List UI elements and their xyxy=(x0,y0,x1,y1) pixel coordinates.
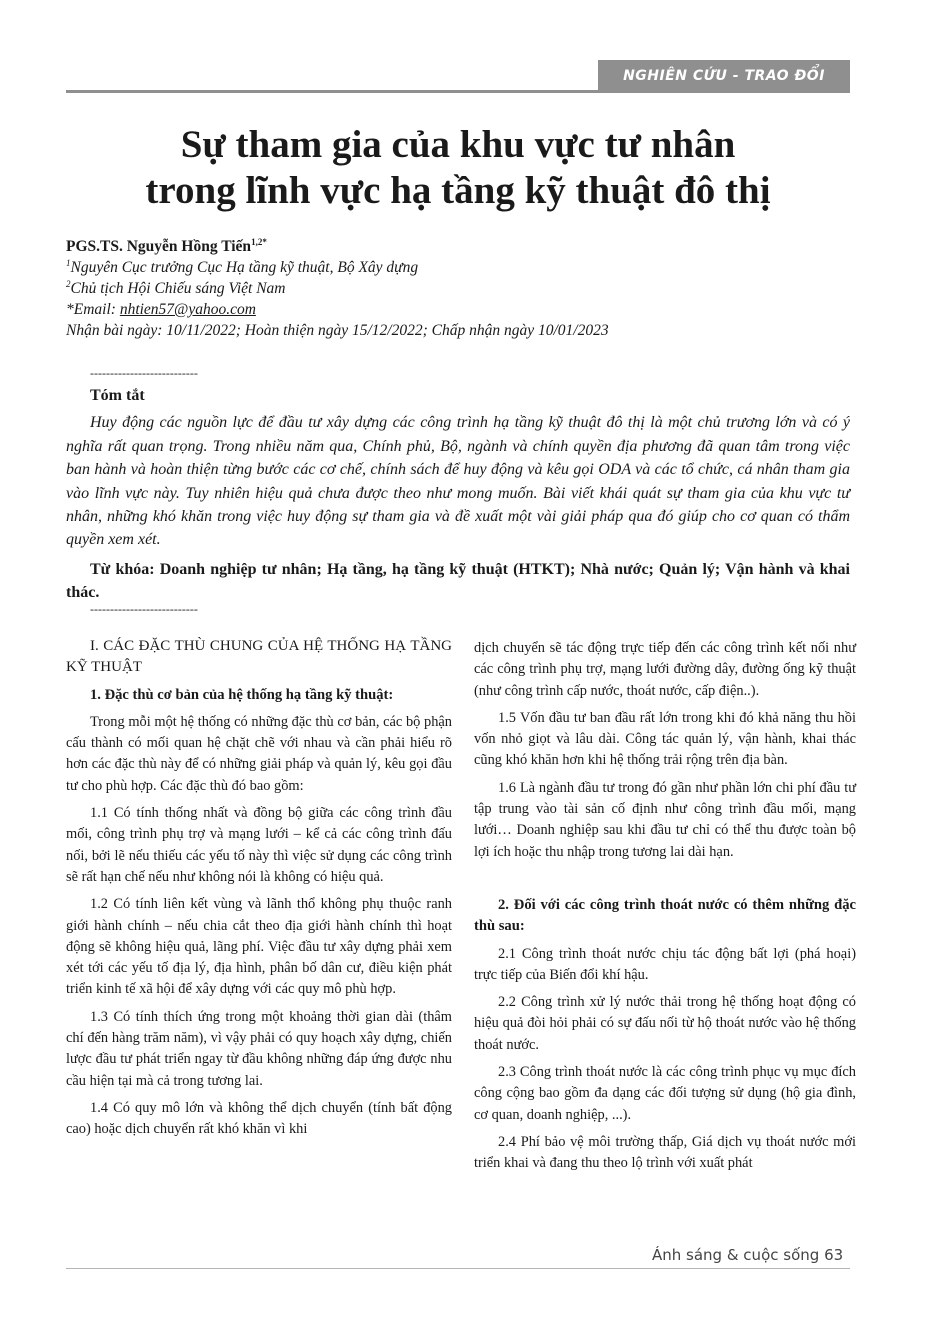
right-column xyxy=(474,638,856,1181)
title-line-1: Sự tham gia của khu vực tư nhân xyxy=(180,123,736,166)
header-rule xyxy=(66,90,850,93)
aff1-text: Nguyên Cục trưởng Cục Hạ tầng kỹ thuật, Bộ Xây dựng xyxy=(70,259,419,276)
footer-rule xyxy=(66,1268,850,1269)
paragraph: 1.4 Có quy mô lớn và không thể dịch chuyển (tính bất động cao) hoặc dịch chuyển rất khó khăn vì khi xyxy=(66,1099,452,1138)
author-line xyxy=(66,236,850,257)
aff1-sup: 1 xyxy=(66,257,71,268)
author-name: PGS.TS. Nguyễn Hồng Tiến xyxy=(66,238,252,255)
article-meta xyxy=(66,236,850,341)
page-footer xyxy=(652,1246,843,1264)
paragraph: 2.3 Công trình thoát nước là các công trình phục vụ mục đích công cộng bao gồm đa dạng các đối tượng sử dụng (hộ gia đình, cơ quan, doanh nghiệp, ...). xyxy=(474,1064,856,1123)
paragraph: 2.2 Công trình xử lý nước thải trong hệ thống hoạt động có hiệu quả đòi hỏi phải có sự đấu nối từ hộ thoát nước vào hệ thống thoát nước. xyxy=(474,994,856,1053)
paragraph: 1.5 Vốn đầu tư ban đầu rất lớn trong khi đó khả năng thu hồi vốn nhỏ giọt và lâu dài. Công tác quản lý, vận hành, khai thác cũng khó khăn hơn khi hệ thống trải rộng trên địa bàn. xyxy=(474,709,856,769)
spacer xyxy=(474,869,856,895)
paragraph: dịch chuyển sẽ tác động trực tiếp đến các công trình kết nối như các công trình phụ trợ, mạng lưới đường dây, đường ống kỹ thuật (như công trình cấp nước, thoát nước, cấp điện..). xyxy=(474,640,856,699)
affiliation-1 xyxy=(66,257,850,278)
paragraph: 1.1 Có tính thống nhất và đồng bộ giữa các công trình đầu mối, công trình phụ trợ và mạng lưới – kể cả các công trình đấu nối, bởi lẽ nếu thiếu các yếu tố này thì việc sử dụng các công trình sẽ rất hạn chế nếu như không nói là không có hiệu quả. xyxy=(66,805,452,885)
keywords: Từ khóa: Doanh nghiệp tư nhân; Hạ tầng, hạ tầng kỹ thuật (HTKT); Nhà nước; Quản lý; Vận hành và khai thác. xyxy=(66,560,850,602)
journal-name: Ánh sáng & cuộc sống xyxy=(652,1246,820,1264)
paragraph: 2.1 Công trình thoát nước chịu tác động bất lợi (phá hoại) trực tiếp của Biến đổi khí hậu. xyxy=(474,945,856,983)
email-link[interactable]: nhtien57@yahoo.com xyxy=(119,301,256,318)
email-label: *Email: xyxy=(66,301,120,318)
paragraph: 2.4 Phí bảo vệ môi trường thấp, Giá dịch vụ thoát nước mới triển khai và đang thu theo lộ trình với xuất phát xyxy=(474,1133,856,1172)
page-number: 63 xyxy=(824,1246,844,1264)
paragraph: 1.3 Có tính thích ứng trong một khoảng thời gian dài (thâm chí đến hàng trăm năm), vì vậy phải có quy hoạch xây dựng, chiến lược đầu tư phát triển ngay từ đầu không những đáp ứng được nhu cầu hiện tại mà cả trong tương lai. xyxy=(66,1008,452,1089)
subsection-heading-1: 1. Đặc thù cơ bản của hệ thống hạ tầng kỹ thuật: xyxy=(90,686,394,703)
subsection-heading-2: 2. Đối với các công trình thoát nước có thêm những đặc thù sau: xyxy=(474,896,856,935)
left-column xyxy=(66,636,452,1147)
abstract xyxy=(66,384,850,605)
author-sup: 1,2* xyxy=(251,236,267,247)
dates-line: Nhận bài ngày: 10/11/2022; Hoàn thiện ngày 15/12/2022; Chấp nhận ngày 10/01/2023 xyxy=(66,322,609,339)
abstract-title: Tóm tắt xyxy=(90,387,145,404)
separator-bottom: --------------------------- xyxy=(90,602,198,616)
affiliation-2 xyxy=(66,278,850,299)
abstract-body: Huy động các nguồn lực để đầu tư xây dựng các công trình hạ tầng kỹ thuật đô thị là một chủ trương lớn và có ý nghĩa rất quan trọng. Trong nhiều năm qua, Chính phủ, Bộ, ngành và chính quyền địa phương đã quan tâm trong việc ban hành và hoàn thiện từng bước các cơ chế, chính sách để huy động và kêu gọi ODA và các tổ chức, cá nhân tham gia vào lĩnh vực này. Tuy nhiên hiệu quả chưa được theo như mong muốn. Bài viết khái quát sự tham gia của khu vực tư nhân, những khó khăn trong việc huy động sự tham gia và đề xuất một vài giải pháp qua đó giúp cho cơ quan có thẩm quyền xem xét. xyxy=(66,414,850,549)
aff2-sup: 2 xyxy=(66,278,71,289)
paragraph: 1.2 Có tính liên kết vùng và lãnh thổ không phụ thuộc ranh giới hành chính – nếu chia cắt theo địa giới hành chính thì hoạt động sẽ không hiệu quả, lãng phí. Việc đầu tư xây dựng phải xem xét tới các yếu tố địa lý, địa hình, phân bố dân cư, điều kiện phát triển kinh tế xã hội để xây dựng với các quy mô phù hợp. xyxy=(66,896,452,998)
email-line xyxy=(66,299,850,320)
paragraph: Trong mỗi một hệ thống có những đặc thù cơ bản, các bộ phận cấu thành có mối quan hệ chặt chẽ với nhau và cần phải hiểu rõ hơn các đặc thù này để có những giải pháp và quản lý, kêu gọi đầu tư cho phù hợp. Các đặc thù đó bao gồm: xyxy=(66,713,452,794)
article-title xyxy=(66,122,850,214)
section-tag: NGHIÊN CỨU - TRAO ĐỔI xyxy=(598,60,850,92)
section-heading: I. CÁC ĐẶC THÙ CHUNG CỦA HỆ THỐNG HẠ TẦNG KỸ THUẬT xyxy=(66,638,452,676)
aff2-text: Chủ tịch Hội Chiếu sáng Việt Nam xyxy=(70,280,286,297)
separator-top: --------------------------- xyxy=(90,366,198,380)
paragraph: 1.6 Là ngành đầu tư trong đó gần như phần lớn chi phí đầu tư tập trung vào tài sản cố định như công trình đầu mối, mạng lưới… Doanh nghiệp sau khi đầu tư chỉ có thể thu được toàn bộ lợi ích hoặc thu nhập trong tương lai dài hạn. xyxy=(474,779,856,860)
title-line-2: trong lĩnh vực hạ tầng kỹ thuật đô thị xyxy=(145,169,771,212)
